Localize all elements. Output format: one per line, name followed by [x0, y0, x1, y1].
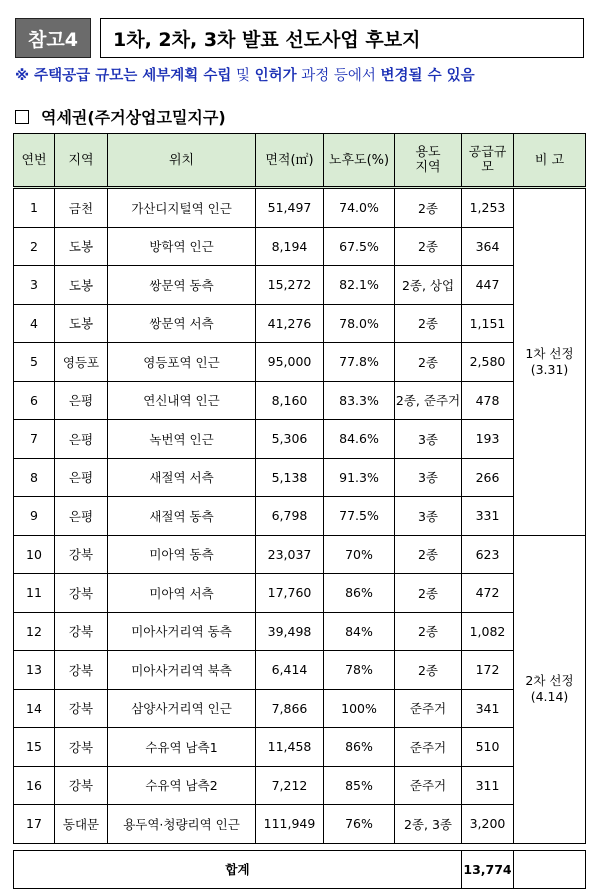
row-area: 7,212: [256, 766, 324, 805]
row-zoning: 준주거: [395, 728, 462, 767]
header-supply-line1: 공급규: [468, 145, 507, 160]
row-no: 9: [14, 497, 55, 536]
table-row: [14, 343, 586, 382]
row-supply: 311: [462, 766, 514, 805]
row-region: 강북: [55, 612, 108, 651]
table-row: [14, 497, 586, 536]
row-zoning: 2종: [395, 343, 462, 382]
page-title: 1차, 2차, 3차 발표 선도사업 후보지: [100, 18, 584, 58]
table-row: [14, 728, 586, 767]
row-supply: 510: [462, 728, 514, 767]
row-no: 2: [14, 227, 55, 266]
section-heading: [15, 105, 226, 128]
header-region: 지역: [55, 134, 108, 188]
notice-part3: 인허가: [254, 68, 297, 84]
row-area: 8,160: [256, 381, 324, 420]
row-location: 수유역 남측1: [108, 728, 256, 767]
header-zoning-line1: 용도: [415, 145, 441, 160]
row-region: 강북: [55, 728, 108, 767]
row-location: 미아사거리역 동측: [108, 612, 256, 651]
row-aging: 84%: [324, 612, 395, 651]
row-location: 영등포역 인근: [108, 343, 256, 382]
table-row: [14, 381, 586, 420]
total-note: [514, 850, 586, 889]
row-supply: 472: [462, 574, 514, 613]
row-region: 금천: [55, 188, 108, 228]
header: [15, 18, 584, 58]
header-zoning: [395, 134, 462, 188]
row-area: 5,306: [256, 420, 324, 459]
row-region: 동대문: [55, 805, 108, 844]
row-zoning: 3종: [395, 420, 462, 459]
row-area: 51,497: [256, 188, 324, 228]
row-region: 강북: [55, 766, 108, 805]
table-header-row: [14, 134, 586, 188]
row-region: 도봉: [55, 304, 108, 343]
total-label: 합계: [14, 850, 462, 889]
row-aging: 70%: [324, 535, 395, 574]
row-location: 쌍문역 서측: [108, 304, 256, 343]
table-spacer: [14, 843, 586, 850]
row-aging: 78.0%: [324, 304, 395, 343]
row-area: 7,866: [256, 689, 324, 728]
row-supply: 1,082: [462, 612, 514, 651]
row-area: 17,760: [256, 574, 324, 613]
row-region: 도봉: [55, 227, 108, 266]
row-region: 은평: [55, 420, 108, 459]
header-supply-line2: 모: [481, 160, 494, 175]
row-area: 6,414: [256, 651, 324, 690]
table-row: [14, 227, 586, 266]
row-zoning: 2종, 준주거: [395, 381, 462, 420]
row-location: 삼양사거리역 인근: [108, 689, 256, 728]
row-supply: 172: [462, 651, 514, 690]
row-aging: 91.3%: [324, 458, 395, 497]
row-location: 연신내역 인근: [108, 381, 256, 420]
table-row: [14, 574, 586, 613]
row-no: 4: [14, 304, 55, 343]
row-aging: 78%: [324, 651, 395, 690]
row-zoning: 2종: [395, 651, 462, 690]
notice-part2: 및: [231, 68, 255, 84]
row-zoning: 3종: [395, 458, 462, 497]
row-supply: 478: [462, 381, 514, 420]
header-note: 비 고: [514, 134, 586, 188]
row-supply: 266: [462, 458, 514, 497]
table-row: [14, 766, 586, 805]
table-row: [14, 805, 586, 844]
header-aging: 노후도(%): [324, 134, 395, 188]
row-location: 용두역·청량리역 인근: [108, 805, 256, 844]
row-location: 수유역 남측2: [108, 766, 256, 805]
notice-part1: ※ 주택공급 규모는 세부계획 수립: [15, 68, 232, 84]
row-region: 은평: [55, 381, 108, 420]
row-supply: 1,151: [462, 304, 514, 343]
row-no: 6: [14, 381, 55, 420]
notice-part5: 변경될 수 있음: [380, 68, 475, 84]
header-location: 위치: [108, 134, 256, 188]
row-location: 녹번역 인근: [108, 420, 256, 459]
row-location: 새절역 서측: [108, 458, 256, 497]
note-line2: (4.14): [530, 689, 569, 704]
row-region: 영등포: [55, 343, 108, 382]
row-area: 95,000: [256, 343, 324, 382]
row-area: 15,272: [256, 266, 324, 305]
row-location: 가산디지털역 인근: [108, 188, 256, 228]
table-row: [14, 266, 586, 305]
row-region: 은평: [55, 497, 108, 536]
checkbox-square-icon: [15, 110, 29, 124]
row-region: 강북: [55, 689, 108, 728]
row-zoning: 2종: [395, 574, 462, 613]
row-zoning: 준주거: [395, 766, 462, 805]
header-zoning-line2: 지역: [415, 160, 441, 175]
row-zoning: 2종, 상업: [395, 266, 462, 305]
row-no: 16: [14, 766, 55, 805]
row-location: 미아사거리역 북측: [108, 651, 256, 690]
row-region: 강북: [55, 651, 108, 690]
row-area: 8,194: [256, 227, 324, 266]
total-supply: 13,774: [462, 850, 514, 889]
row-no: 13: [14, 651, 55, 690]
row-area: 5,138: [256, 458, 324, 497]
row-aging: 100%: [324, 689, 395, 728]
table-row: [14, 689, 586, 728]
row-location: 쌍문역 동측: [108, 266, 256, 305]
row-region: 은평: [55, 458, 108, 497]
row-aging: 83.3%: [324, 381, 395, 420]
row-aging: 84.6%: [324, 420, 395, 459]
note-line2: (3.31): [530, 361, 569, 377]
table-row: [14, 188, 586, 228]
row-no: 15: [14, 728, 55, 767]
row-area: 23,037: [256, 535, 324, 574]
section-title: 역세권(주거상업고밀지구): [41, 108, 226, 127]
row-zoning: 2종: [395, 612, 462, 651]
table-row: [14, 458, 586, 497]
row-zoning: 2종: [395, 304, 462, 343]
row-no: 10: [14, 535, 55, 574]
row-aging: 82.1%: [324, 266, 395, 305]
row-supply: 193: [462, 420, 514, 459]
row-area: 111,949: [256, 805, 324, 844]
row-supply: 3,200: [462, 805, 514, 844]
row-supply: 1,253: [462, 188, 514, 228]
row-zoning: 2종: [395, 188, 462, 228]
row-zoning: 2종: [395, 535, 462, 574]
row-location: 미아역 동측: [108, 535, 256, 574]
row-no: 3: [14, 266, 55, 305]
note-line1: 2차 선정: [525, 673, 574, 688]
row-location: 새절역 동측: [108, 497, 256, 536]
notice-part4: 과정 등에서: [296, 68, 381, 84]
row-no: 7: [14, 420, 55, 459]
row-zoning: 2종: [395, 227, 462, 266]
table-row: [14, 612, 586, 651]
row-supply: 623: [462, 535, 514, 574]
table-row: [14, 420, 586, 459]
row-region: 도봉: [55, 266, 108, 305]
spacer-cell: [14, 843, 586, 850]
row-no: 11: [14, 574, 55, 613]
note-first-selection: [514, 188, 586, 536]
row-supply: 2,580: [462, 343, 514, 382]
table-row: [14, 535, 586, 574]
row-no: 17: [14, 805, 55, 844]
table-row: [14, 304, 586, 343]
row-zoning: 3종: [395, 497, 462, 536]
row-aging: 85%: [324, 766, 395, 805]
row-no: 8: [14, 458, 55, 497]
row-area: 11,458: [256, 728, 324, 767]
row-supply: 447: [462, 266, 514, 305]
header-supply: [462, 134, 514, 188]
header-no: 연번: [14, 134, 55, 188]
row-no: 12: [14, 612, 55, 651]
row-location: 방학역 인근: [108, 227, 256, 266]
row-no: 1: [14, 188, 55, 228]
row-aging: 76%: [324, 805, 395, 844]
row-zoning: 준주거: [395, 689, 462, 728]
header-area: 면적(㎡): [256, 134, 324, 188]
note-second-selection: [514, 535, 586, 843]
row-area: 39,498: [256, 612, 324, 651]
row-aging: 86%: [324, 728, 395, 767]
row-no: 14: [14, 689, 55, 728]
total-row: [14, 850, 586, 889]
row-area: 6,798: [256, 497, 324, 536]
row-region: 강북: [55, 535, 108, 574]
row-aging: 77.5%: [324, 497, 395, 536]
row-aging: 77.8%: [324, 343, 395, 382]
candidate-sites-table: [13, 133, 586, 889]
row-zoning: 2종, 3종: [395, 805, 462, 844]
reference-badge: 참고4: [15, 18, 91, 58]
table-row: [14, 651, 586, 690]
row-no: 5: [14, 343, 55, 382]
row-supply: 331: [462, 497, 514, 536]
notice-text: [15, 64, 605, 85]
row-location: 미아역 서측: [108, 574, 256, 613]
note-line1: 1차 선정: [525, 345, 574, 361]
row-aging: 74.0%: [324, 188, 395, 228]
row-supply: 341: [462, 689, 514, 728]
row-aging: 86%: [324, 574, 395, 613]
row-aging: 67.5%: [324, 227, 395, 266]
row-area: 41,276: [256, 304, 324, 343]
row-supply: 364: [462, 227, 514, 266]
row-region: 강북: [55, 574, 108, 613]
